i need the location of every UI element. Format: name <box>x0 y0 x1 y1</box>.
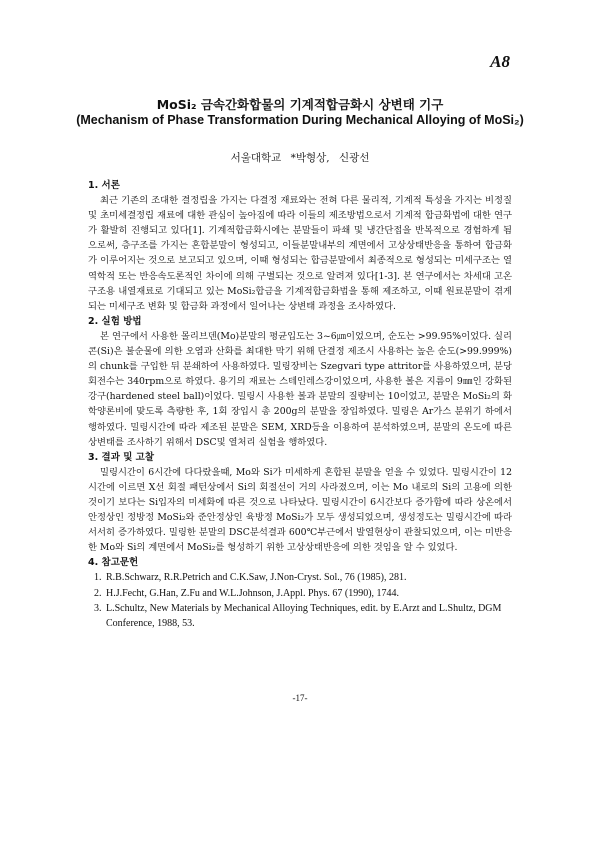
section-heading-results: 3. 결과 및 고찰 <box>88 451 155 463</box>
section-text-methods: 본 연구에서 사용한 몰리브덴(Mo)분말의 평균입도는 3~6㎛이었으며, 순도는 >99.95%이었다. 실리콘(Si)은 불순물에 의한 오염과 산화를 최대한 막기 위해 단결정 제조시 사용하는 높은 순도(>99.999%)의 chunk를 구입한 뒤 분쇄하여 사용하였다. 밀링장비는 Szegvari type attritor를 사용하였으며, 분당회전수는 340rpm으로 하였다. 용기의 재료는 스테인레스강이었으며, 사용한 볼은 지름이 9㎜인 강화된 강구(hardened steel ball)이었다. 밀링시 사용한 볼과 분말의 질량비는 10이었고, 분말은 MoSi₂의 화학양론비에 맞도록 측량한 후, 1회 장입시 총 200g의 분말을 장입하였다. 밀링은 Ar가스 분위기 하에서 행하였다. 밀링시간에 따라 제조된 분말은 SEM, XRD등을 이용하여 분석하였으며, 분말의 온도에 따른 상변태를 조사하기 위해서 DSC및 열처리 실험을 행하였다. <box>88 330 512 448</box>
page-number: -17- <box>292 693 308 703</box>
page-code: A8 <box>490 52 510 71</box>
title-korean: MoSi₂ 금속간화합물의 기계적합금화시 상변태 기구 <box>156 97 444 112</box>
title-english: (Mechanism of Phase Transformation During Mechanical Alloying of MoSi₂) <box>76 113 524 127</box>
reference-item: 3. L.Schultz, New Materials by Mechanical Alloying Techniques, edit. by E.Arzt and L.Shultz, DGM Conference, 1988, 53. <box>104 601 512 631</box>
section-text-introduction: 최근 기존의 조대한 결정립을 가지는 다결정 재료와는 전혀 다른 물리적, 기계적 특성을 가지는 비정질 및 초미세결정립 재료에 대한 관심이 높아짐에 따라 이들의 제조방법으로서 기계적 합금화법에 대한 연구가 활발히 진행되고 있다[1]. 기계적합금화시에는 분말들이 파쇄 및 냉간단접을 반복적으로 경험하게 됨으로써, 층구조를 가지는 혼합분말이 형성되고, 이들분말내부의 계면에서 고상상태반응을 통하여 합금화가 이루어지는 것으로 보고되고 있으며, 이때 형성되는 합금분말에서 최종적으로 형성되는 미세구조는 열역학적 또는 반응속도론적인 차이에 의해 구별되는 것으로 알려져 있다[1-3]. 본 연구에서는 차세대 고온구조용 내열재료로 기대되고 있는 MoSi₂합금을 기계적합금화법을 통해 제조하고, 이때 원료분말이 겪게 되는 미세구조 변화 및 합금화 과정에서 일어나는 상변태 과정을 조사하였다. <box>88 195 512 312</box>
reference-item: 1. R.B.Schwarz, R.R.Petrich and C.K.Saw, J.Non-Cryst. Sol., 76 (1985), 281. <box>104 570 512 585</box>
section-heading-introduction: 1. 서론 <box>88 180 120 191</box>
section-text-results: 밀링시간이 6시간에 다다랐을때, Mo와 Si가 미세하게 혼합된 분말을 얻을 수 있었다. 밀링시간이 12시간에 이르면 X선 회절 패턴상에서 Si의 회절선이 거의 사라졌으며, 이는 Mo 내로의 Si의 고용에 의한 것이기 보다는 Si입자의 미세화에 따른 것으로 나타났다. 밀링시간이 6시간보다 증가함에 따라 상온에서 안정상인 정방정 MoSi₂와 준안정상인 육방정 MoSi₂가 모두 생성되었으며, 생성정도는 밀링시간에 따라 서서히 증가하였다. 밀링한 분말의 DSC분석결과 600℃부근에서 발열현상이 관찰되었으며, 이는 미반응한 Mo와 Si의 계면에서 MoSi₂를 형성하기 위한 고상상태반응에 의한 것임을 알 수 있었다. <box>88 466 512 554</box>
paper-body <box>88 178 512 631</box>
references-heading: 4. 참고문헌 <box>88 557 139 569</box>
references-list <box>88 570 512 630</box>
section-heading-methods: 2. 실험 방법 <box>88 315 142 327</box>
authors: 서울대학교 *박형상, 신광선 <box>230 152 370 164</box>
reference-item: 2. H.J.Fecht, G.Han, Z.Fu and W.L.Johnson, J.Appl. Phys. 67 (1990), 1744. <box>104 586 512 601</box>
